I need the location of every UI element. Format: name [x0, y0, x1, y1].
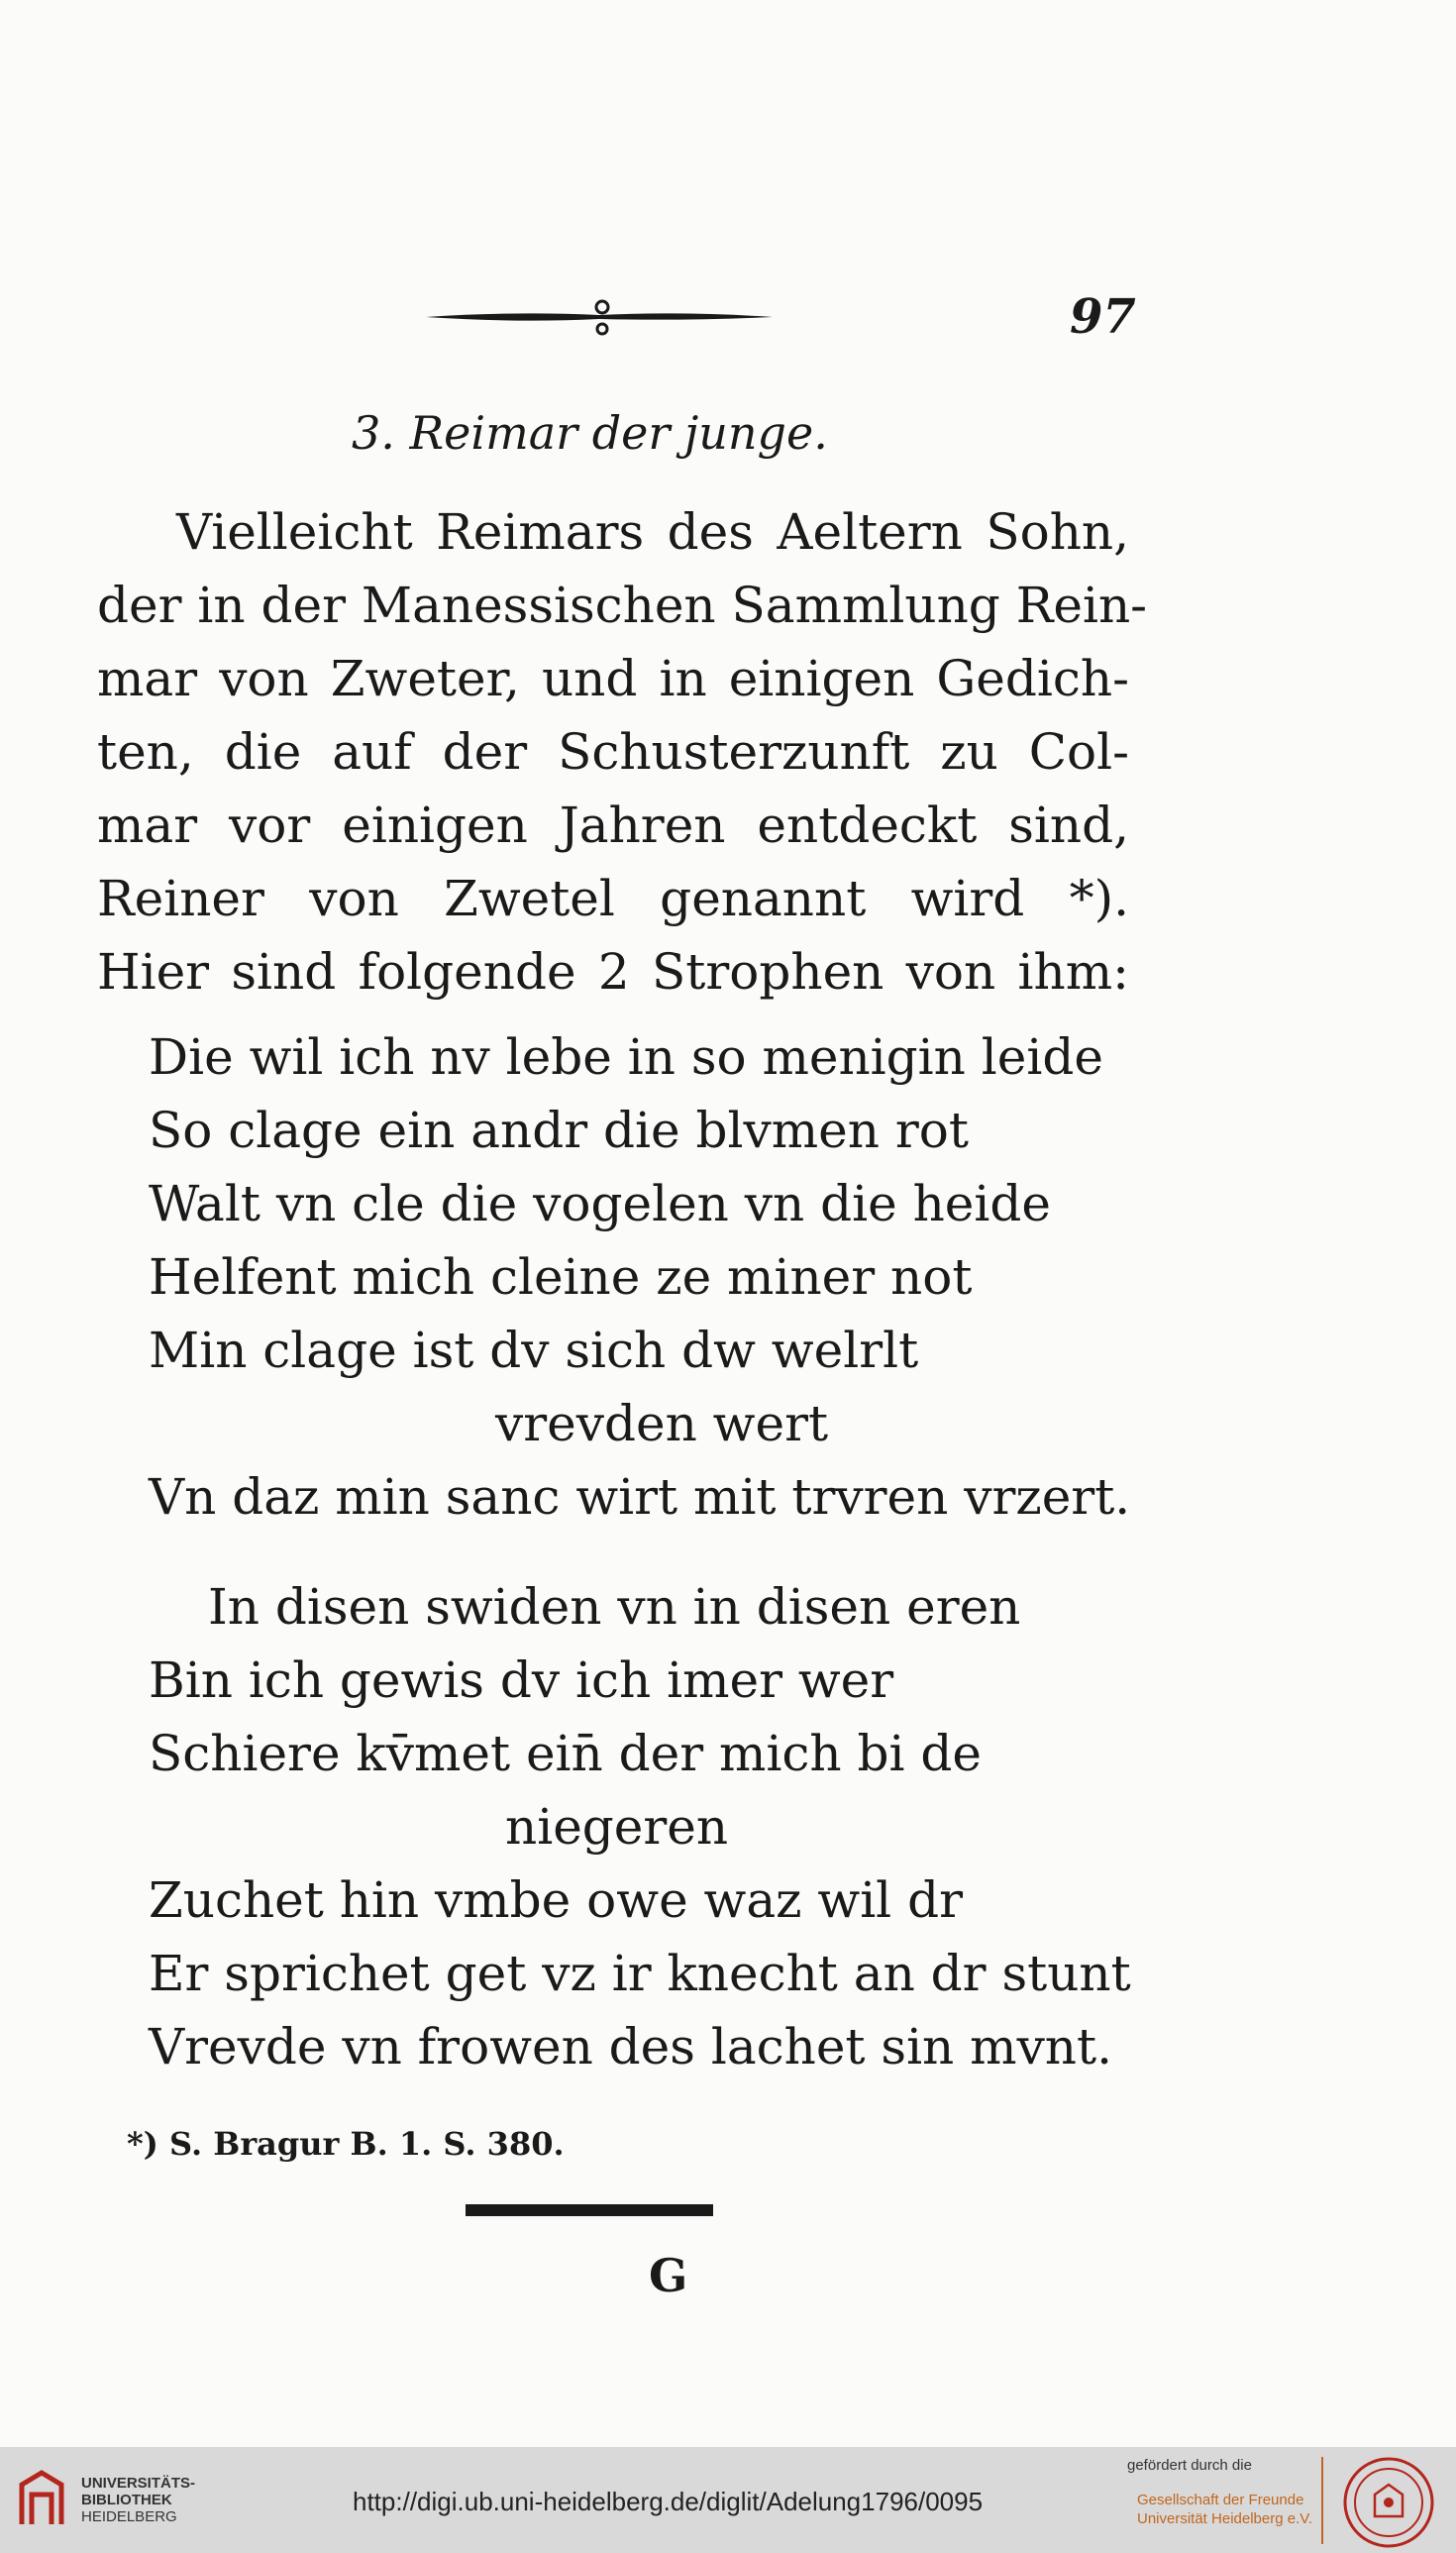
verse-line-continuation: vrevden wert — [495, 1395, 829, 1452]
prose-line: der in der Manessischen Sammlung Rein- — [97, 577, 1148, 634]
verse-line: Min clage ist dv sich dw welrlt — [149, 1322, 919, 1379]
university-seal-icon — [1339, 2453, 1438, 2552]
verse-line: Vn daz min sanc wirt mit trvren vrzert. — [149, 1468, 1131, 1526]
signature-mark: G — [649, 2249, 688, 2302]
footnote: *) S. Bragur B. 1. S. 380. — [127, 2125, 565, 2163]
footer-divider — [1321, 2457, 1323, 2544]
verse-line: Schiere kv̄met ein̄ der mich bi de — [149, 1725, 983, 1782]
verse-line: Vrevde vn frowen des lachet sin mvnt. — [149, 2018, 1112, 2075]
society-name — [1137, 2491, 1312, 2528]
bottom-rule — [466, 2204, 713, 2216]
society-name-line: Gesellschaft der Freunde — [1137, 2492, 1304, 2508]
society-name-line: Universität Heidelberg e.V. — [1137, 2510, 1313, 2527]
prose-line: mar von Zweter, und in einigen Gedich- — [97, 650, 1129, 707]
permalink-url[interactable]: http://digi.ub.uni-heidelberg.de/diglit/Adelung1796/0095 — [353, 2487, 984, 2516]
verse-line: So clage ein andr die blvmen rot — [149, 1102, 969, 1159]
verse-line: Walt vn cle die vogelen vn die heide — [149, 1175, 1051, 1232]
library-name-line: HEIDELBERG — [81, 2508, 177, 2525]
verse-line: In disen swiden vn in disen eren — [208, 1578, 1021, 1636]
stanza-one — [149, 1020, 1139, 1534]
stanza-two — [149, 1570, 1139, 2083]
library-name-line: UNIVERSITÄTS- — [81, 2475, 196, 2492]
prose-line: ten, die auf der Schusterzunft zu Col- — [97, 723, 1129, 781]
verse-line-continuation: niegeren — [505, 1798, 729, 1856]
prose-line: mar vor einigen Jahren entdeckt sind, — [97, 797, 1129, 854]
prose-line: Hier sind folgende 2 Strophen von ihm: — [97, 943, 1129, 1001]
verse-line: Die wil ich nv lebe in so menigin leide — [149, 1028, 1103, 1086]
section-heading: 3. Reimar der junge. — [352, 406, 828, 460]
verse-line: Helfent mich cleine ze miner not — [149, 1248, 973, 1306]
page-number: 97 — [1070, 289, 1136, 345]
prose-paragraph — [97, 495, 1148, 1009]
library-name — [81, 2475, 195, 2525]
verse-line: Er sprichet get vz ir knecht an dr stunt — [149, 1945, 1131, 2002]
footer-bar — [0, 2447, 1456, 2553]
verse-line: Zuchet hin vmbe owe waz wil dr — [149, 1871, 963, 1929]
library-name-line: BIBLIOTHEK — [81, 2492, 172, 2508]
verse-line: Bin ich gewis dv ich imer wer — [149, 1651, 894, 1709]
prose-line: Reiner von Zwetel genannt wird *). — [97, 870, 1129, 927]
library-logo-icon — [14, 2465, 69, 2534]
funded-by-label: gefördert durch die — [1127, 2457, 1252, 2474]
prose-line: Vielleicht Reimars des Aeltern Sohn, — [176, 503, 1129, 561]
ornament-rule-icon — [426, 297, 773, 337]
